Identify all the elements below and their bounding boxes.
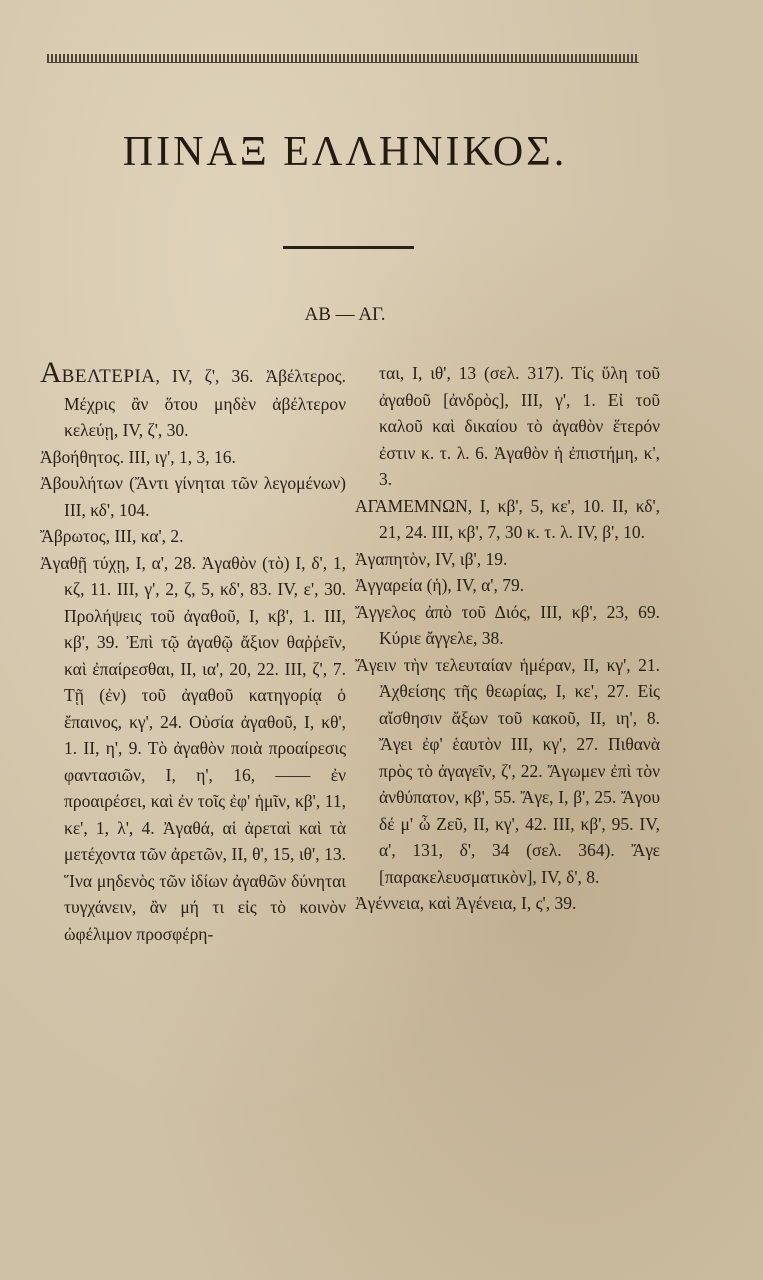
- entry-headword: ΒΕΛΤΕΡΙΑ: [61, 366, 156, 387]
- index-entry: Ἀγαθῇ τύχῃ, I, α', 28. Ἀγαθὸν (τὸ) I, δ', 1, κζ, 11. III, γ', 2, ζ, 5, κδ', 83. IV, ε', 30. Προλήψεις τοῦ ἀγαθοῦ, I, κβ', 1. III, κβ', 39. Ἐπὶ τῷ ἀγαθῷ ἄξιον θαῤῥεῖν, καὶ ἐπαίρεσθαι, II, ια', 20, 22. III, ζ', 7. Τῇ (ἐν) τοῦ ἀγαθοῦ κατηγορίᾳ ὁ ἔπαινος, κγ', 24. Οὐσία ἀγαθοῦ, I, κθ', 1. II, η', 9. Τὸ ἀγαθὸν ποιὰ προαίρεσις φαντασιῶν, I, η', 16, —— ἐν προαιρέσει, καὶ ἐν τοῖς ἐφ' ἡμῖν, κβ', 11, κε', 1, λ', 4. Ἀγαθά, αἱ ἀρεταὶ καὶ τὰ μετέχοντα τῶν ἀρετῶν, II, θ', 15, ιθ', 13. Ἵνα μηδενὸς τῶν ἰδίων ἀγαθῶν δύνηται τυγχάνειν, ἂν μή τι εἰς τὸ κοινὸν ὠφέλιμον προσφέρη-: [40, 552, 346, 944]
- entry-text: , IV, ζ', 36. Ἀβέλτερος. Μέχρις ἂν ὅτου μηδὲν ἀβέλτερον κελεύῃ, IV, ζ', 30.: [64, 366, 346, 440]
- index-entry: Ἄβρωτος, III, κα', 2.: [40, 526, 184, 546]
- right-column: [355, 360, 660, 917]
- index-entry: ΑΓΑΜΕΜΝΩΝ, I, κβ', 5, κε', 10. II, κδ', 21, 24. III, κβ', 7, 30 κ. τ. λ. IV, β', 10.: [355, 495, 660, 542]
- index-entry-continued: ται, I, ιθ', 13 (σελ. 317). Τίς ὕλη τοῦ ἀγαθοῦ [ἀνδρὸς], III, γ', 1. Εἰ τοῦ καλοῦ καὶ δικαίου τὸ ἀγαθὸν ἕτερόν ἐστιν κ. τ. λ. 6. Ἀγαθὸν ἡ ἐπιστήμη, κ', 3.: [379, 363, 660, 489]
- index-entry: Ἀβοήθητος. III, ιγ', 1, 3, 16.: [40, 446, 236, 467]
- index-entry: [40, 356, 346, 444]
- entry-initial: Α: [40, 356, 62, 389]
- left-column: [40, 356, 346, 947]
- index-entry: Ἀγέννεια, καὶ Ἀγένεια, I, ς', 39.: [355, 893, 577, 913]
- index-entry: Ἀγγαρεία (ἡ), IV, α', 79.: [355, 575, 525, 595]
- section-range: ΑΒ — ΑΓ.: [304, 304, 386, 325]
- index-entry: Ἄγγελος ἀπὸ τοῦ Διός, III, κβ', 23, 69. Κύριε ἄγγελε, 38.: [355, 601, 660, 648]
- page-title: ΠΙΝΑΞ ΕΛΛΗΝΙΚΟΣ.: [122, 129, 568, 175]
- index-entry: Ἀγαπητὸν, IV, ιβ', 19.: [355, 548, 508, 569]
- index-entry: Ἄγειν τὴν τελευταίαν ἡμέραν, II, κγ', 21. Ἀχθείσης τῆς θεωρίας, I, κε', 27. Εἰς αἴσθησιν ἄξων τοῦ κακοῦ, II, ιη', 8. Ἄγει ἐφ' ἑαυτὸν III, κγ', 27. Πιθανὰ πρὸς τὸ ἀγαγεῖν, ζ', 22. Ἄγωμεν ἐπὶ τὸν ἀνθύπατον, κβ', 55. Ἄγε, I, β', 25. Ἄγου δέ μ' ὦ Ζεῦ, II, κγ', 42. III, κβ', 95. IV, α', 131, δ', 34 (σελ. 364). Ἄγε [παρακελευσματικὸν], IV, δ', 8.: [355, 654, 660, 887]
- index-entry: Ἀβουλήτων (Ἄντι γίνηται τῶν λεγομένων) III, κδ', 104.: [40, 473, 346, 520]
- top-ornament-rule: [47, 54, 639, 63]
- title-underline: [283, 246, 414, 249]
